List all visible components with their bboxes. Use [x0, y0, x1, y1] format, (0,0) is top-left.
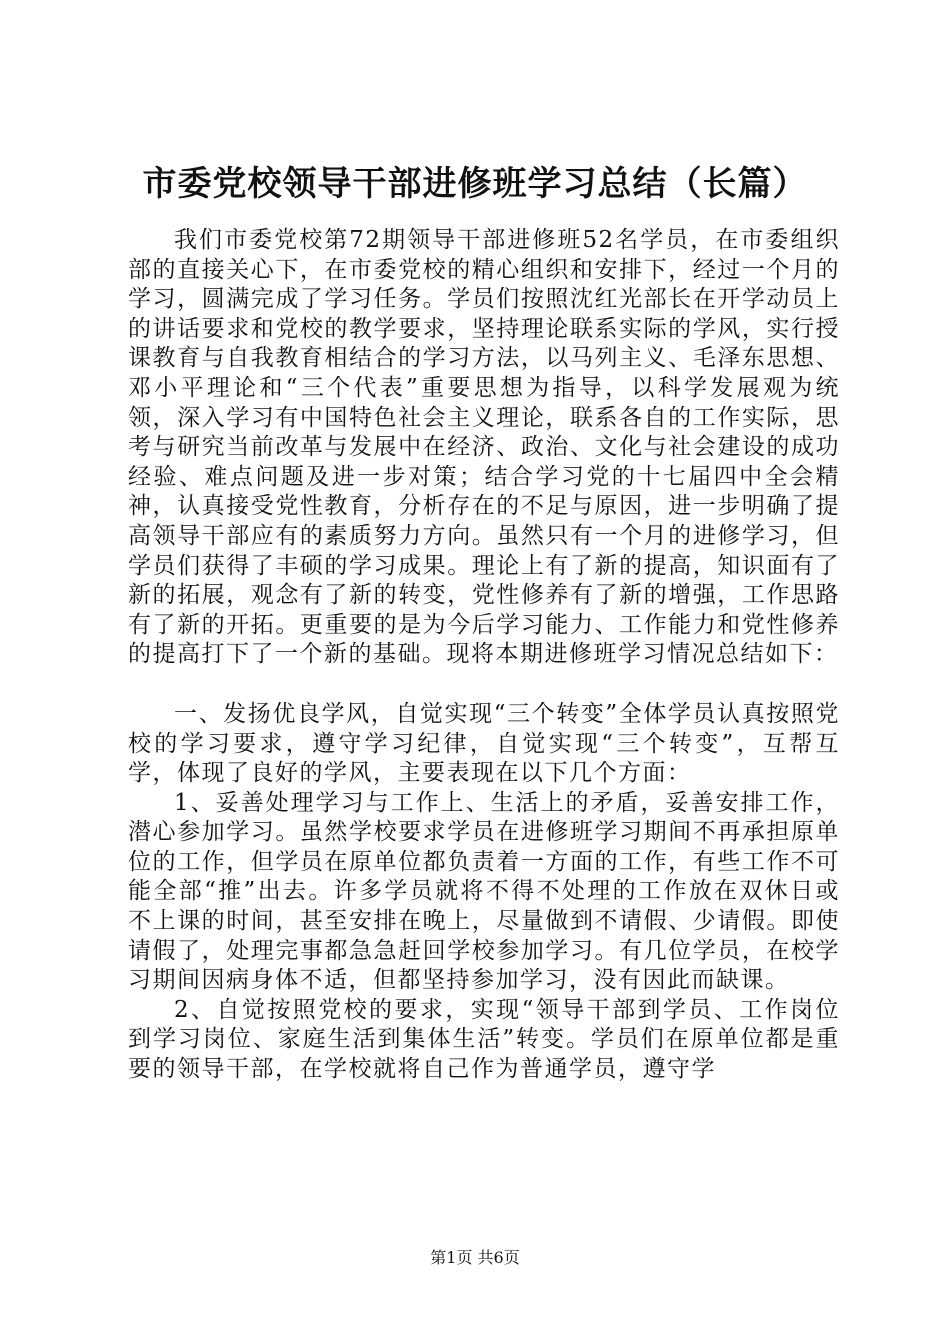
- paragraph-item-1: 1、妥善处理学习与工作上、生活上的矛盾，妥善安排工作，潜心参加学习。虽然学校要求学员在进修班学习期间不再承担原单位的工作，但学员在原单位都负责着一方面的工作，有些工作不可能全部“推”出去。许多学员就将不得不处理的工作放在双休日或不上课的时间，甚至安排在晚上，尽量做到不请假、少请假。即使请假了，处理完事都急急赶回学校参加学习。有几位学员，在校学习期间因病身体不适，但都坚持参加学习，没有因此而缺课。: [128, 789, 840, 994]
- paragraph-section-1: 一、发扬优良学风，自觉实现“三个转变”全体学员认真按照党校的学习要求，遵守学习纪律，自觉实现“三个转变”，互帮互学，体现了良好的学风，主要表现在以下几个方面：: [128, 700, 840, 787]
- document-title: 市委党校领导干部进修班学习总结（长篇）: [142, 164, 808, 204]
- page-number: 第1页 共6页: [430, 1248, 520, 1267]
- paragraph-item-2: 2、自觉按照党校的要求，实现“领导干部到学员、工作岗位到学习岗位、家庭生活到集体生活”转变。学员们在原单位都是重要的领导干部，在学校就将自己作为普通学员，遵守学: [128, 996, 840, 1083]
- paragraph-intro: 我们市委党校第72期领导干部进修班52名学员，在市委组织部的直接关心下，在市委党校的精心组织和安排下，经过一个月的学习，圆满完成了学习任务。学员们按照沈红光部长在开学动员上的讲话要求和党校的教学要求，坚持理论联系实际的学风，实行授课教育与自我教育相结合的学习方法，以马列主义、毛泽东思想、邓小平理论和“三个代表”重要思想为指导，以科学发展观为统领，深入学习有中国特色社会主义理论，联系各自的工作实际，思考与研究当前改革与发展中在经济、政治、文化与社会建设的成功经验、难点问题及进一步对策；结合学习党的十七届四中全会精神，认真接受党性教育，分析存在的不足与原因，进一步明确了提高领导干部应有的素质努力方向。虽然只有一个月的进修学习，但学员们获得了丰硕的学习成果。理论上有了新的提高，知识面有了新的拓展，观念有了新的转变，党性修养有了新的增强，工作思路有了新的开拓。更重要的是为今后学习能力、工作能力和党性修养的提高打下了一个新的基础。现将本期进修班学习情况总结如下：: [128, 227, 840, 668]
- document-body: [128, 226, 840, 1085]
